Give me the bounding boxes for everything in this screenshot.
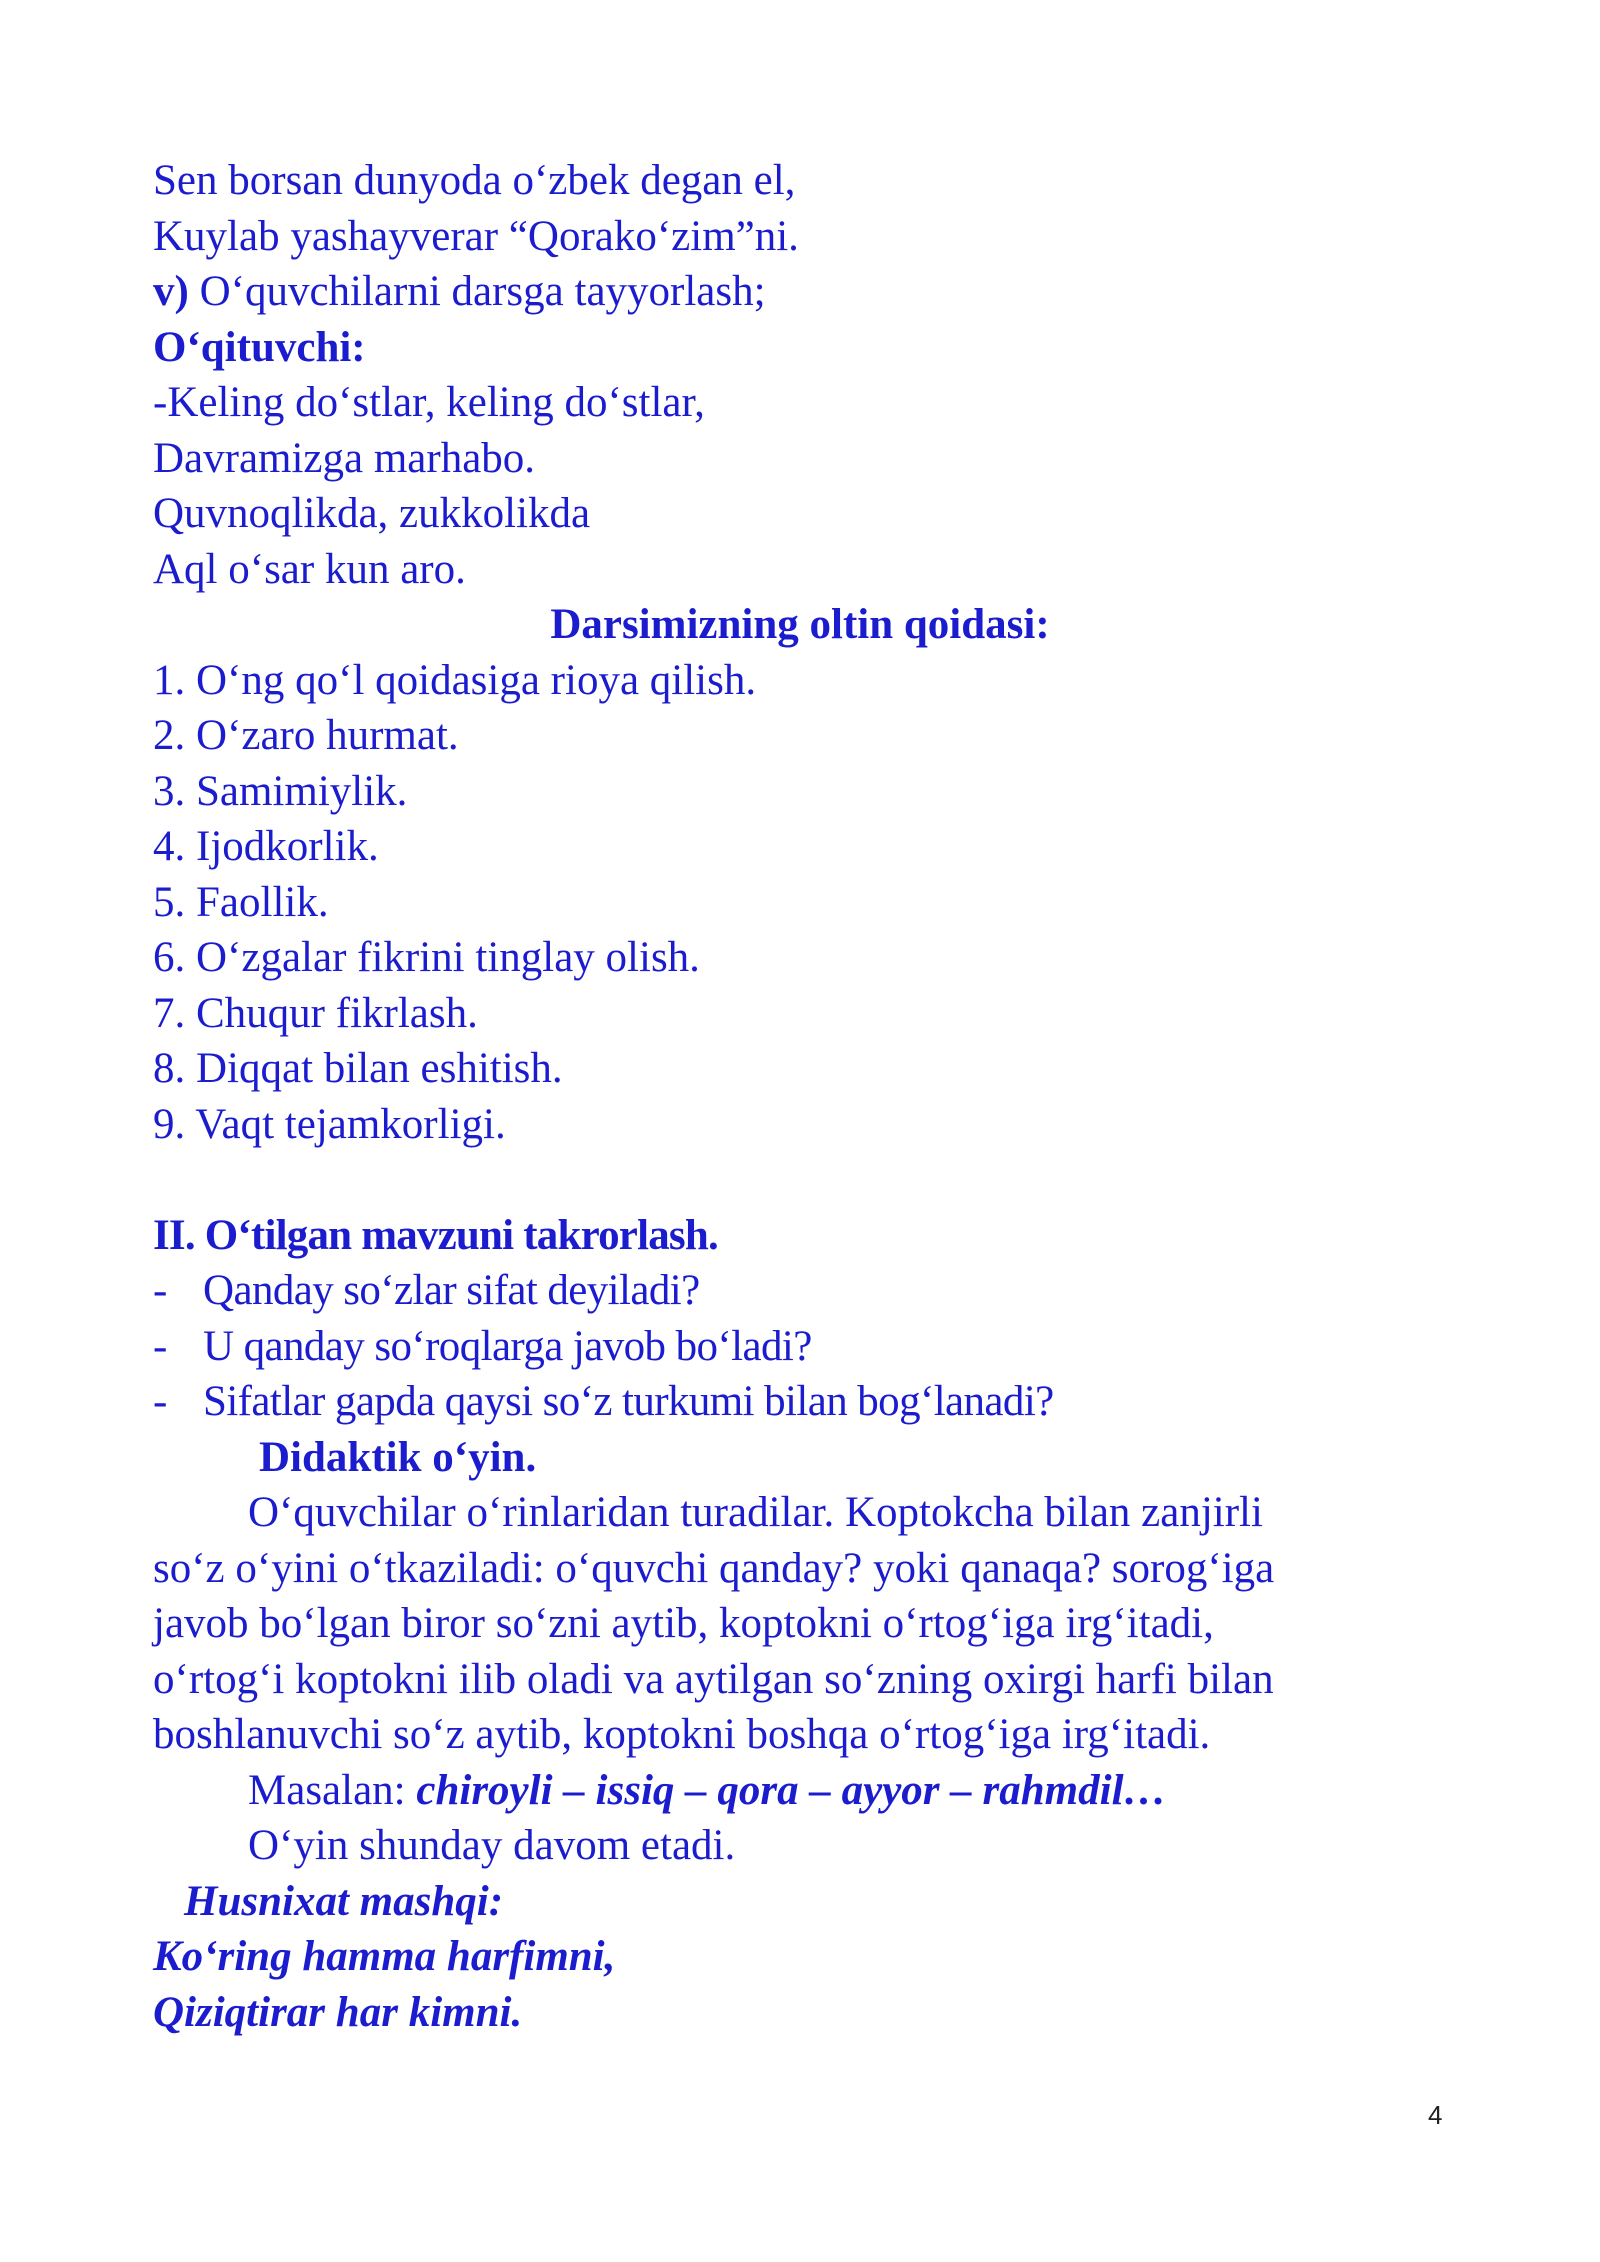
question-item — [153, 1266, 700, 1316]
game-paragraph-line: boshlanuvchi so‘z aytib, koptokni boshqa o‘rtog‘iga irg‘itadi. — [153, 1711, 1211, 1758]
example-line — [248, 1766, 1167, 1816]
rule-item: 7. Chuqur fikrlash. — [153, 990, 478, 1037]
rule-item: 1. O‘ng qo‘l qoidasiga rioya qilish. — [153, 657, 757, 704]
game-continue: O‘yin shunday davom etadi. — [248, 1822, 736, 1869]
rule-item: 6. O‘zgalar fikrini tinglay olish. — [153, 934, 700, 981]
teacher-label: O‘qituvchi: — [153, 324, 366, 371]
game-paragraph-line: O‘quvchilar o‘rinlaridan turadilar. Koptokcha bilan zanjirli — [248, 1489, 1263, 1536]
game-paragraph-line: o‘rtog‘i koptokni ilib oladi va aytilgan so‘zning oxirgi harfi bilan — [153, 1656, 1274, 1703]
teacher-poem-line: Aql o‘sar kun aro. — [153, 546, 466, 593]
step-marker: v) — [153, 268, 189, 315]
list-dash: - — [153, 1378, 167, 1425]
rule-item: 2. O‘zaro hurmat. — [153, 712, 459, 759]
teacher-poem-line: Davramizga marhabo. — [153, 435, 536, 482]
question-text: Sifatlar gapda qaysi so‘z turkumi bilan bog‘lanadi? — [203, 1378, 1054, 1425]
step-text: O‘quvchilarni darsga tayyorlash; — [188, 268, 766, 315]
rule-item: 4. Ijodkorlik. — [153, 823, 379, 870]
page-number: 4 — [1428, 2100, 1443, 2130]
question-text: U qanday so‘roqlarga javob bo‘ladi? — [203, 1323, 812, 1370]
game-paragraph-line: javob bo‘lgan biror so‘zni aytib, koptokni o‘rtog‘iga irg‘itadi, — [153, 1600, 1214, 1647]
rule-item: 3. Samimiylik. — [153, 768, 408, 815]
teacher-poem-line: Quvnoqlikda, zukkolikda — [153, 490, 591, 537]
section-heading: II. O‘tilgan mavzuni takrorlash. — [153, 1212, 718, 1259]
list-dash: - — [153, 1267, 167, 1314]
rule-item: 9. Vaqt tejamkorligi. — [153, 1101, 506, 1148]
game-paragraph-line: so‘z o‘yini o‘tkaziladi: o‘quvchi qanday? yoki qanaqa? sorog‘iga — [153, 1545, 1275, 1592]
list-dash: - — [153, 1323, 167, 1370]
teacher-poem-line: -Keling do‘stlar, keling do‘stlar, — [153, 379, 705, 426]
poem-line: Kuylab yashayverar “Qorako‘zim”ni. — [153, 213, 799, 260]
poem-line: Sen borsan dunyoda o‘zbek degan el, — [153, 157, 796, 204]
question-item — [153, 1377, 1054, 1427]
rule-item: 5. Faollik. — [153, 879, 329, 926]
example-words: chiroyli – issiq – qora – ayyor – rahmdil… — [416, 1767, 1167, 1814]
rules-title: Darsimizning oltin qoidasi: — [550, 601, 1050, 648]
calligraphy-line: Qiziqtirar har kimni. — [153, 1989, 523, 2036]
rule-item: 8. Diqqat bilan eshitish. — [153, 1045, 563, 1092]
game-title: Didaktik o‘yin. — [259, 1434, 537, 1481]
calligraphy-line: Ko‘ring hamma harfimni, — [153, 1933, 616, 1980]
example-label: Masalan: — [248, 1767, 417, 1814]
step-v — [153, 267, 766, 317]
calligraphy-title: Husnixat mashqi: — [184, 1878, 504, 1925]
question-item — [153, 1322, 812, 1372]
question-text: Qanday so‘zlar sifat deyiladi? — [203, 1267, 700, 1314]
